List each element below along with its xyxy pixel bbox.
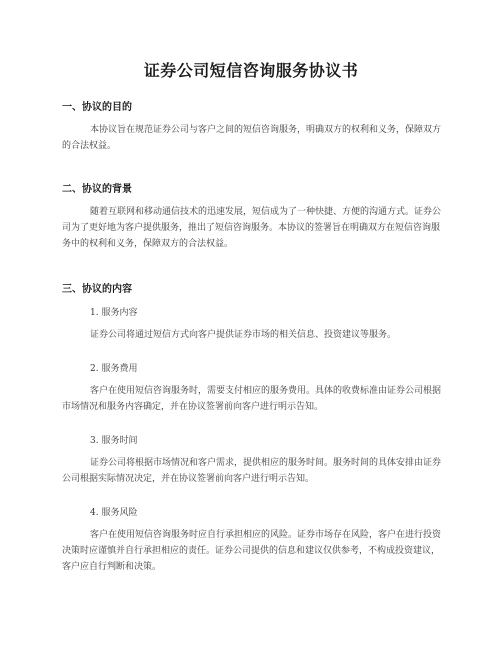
subsection-heading-service-content: 1. 服务内容 [90, 308, 138, 318]
section-heading-content: 三、协议的内容 [62, 284, 132, 295]
subsection-heading-service-fee: 2. 服务费用 [90, 364, 138, 374]
section-heading-background: 二、协议的背景 [62, 184, 132, 195]
section-heading-purpose: 一、协议的目的 [62, 102, 132, 113]
subsection-paragraph-service-risk: 客户在使用短信咨询服务时应自行承担相应的风险。证券市场存在风险，客户在进行投资决策时应谨慎并自行承担相应的责任。证券公司提供的信息和建议仅供参考，不构成投资建议，客户应自行判断和决策。 [62, 530, 442, 572]
subsection-heading-service-time: 3. 服务时间 [90, 436, 138, 446]
subsection-paragraph-service-fee: 客户在使用短信咨询服务时，需要支付相应的服务费用。具体的收费标准由证券公司根据市场情况和服务内容确定，并在协议签署前向客户进行明示告知。 [62, 386, 442, 412]
subsection-paragraph-service-content: 证券公司将通过短信方式向客户提供证券市场的相关信息、投资建议等服务。 [90, 330, 397, 340]
section-paragraph-purpose: 本协议旨在规范证券公司与客户之间的短信咨询服务，明确双方的权利和义务，保障双方的合法权益。 [62, 125, 442, 151]
page-title: 证券公司短信咨询服务协议书 [143, 61, 359, 80]
section-paragraph-background: 随着互联网和移动通信技术的迅速发展，短信成为了一种快捷、方便的沟通方式。证券公司为了更好地为客户提供服务，推出了短信咨询服务。本协议的签署旨在明确双方在短信咨询服务中的权利和义务，保障双方的合法权益。 [62, 207, 442, 249]
subsection-paragraph-service-time: 证券公司将根据市场情况和客户需求，提供相应的服务时间。服务时间的具体安排由证券公司根据实际情况决定，并在协议签署前向客户进行明示告知。 [62, 458, 442, 484]
subsection-heading-service-risk: 4. 服务风险 [90, 508, 138, 518]
